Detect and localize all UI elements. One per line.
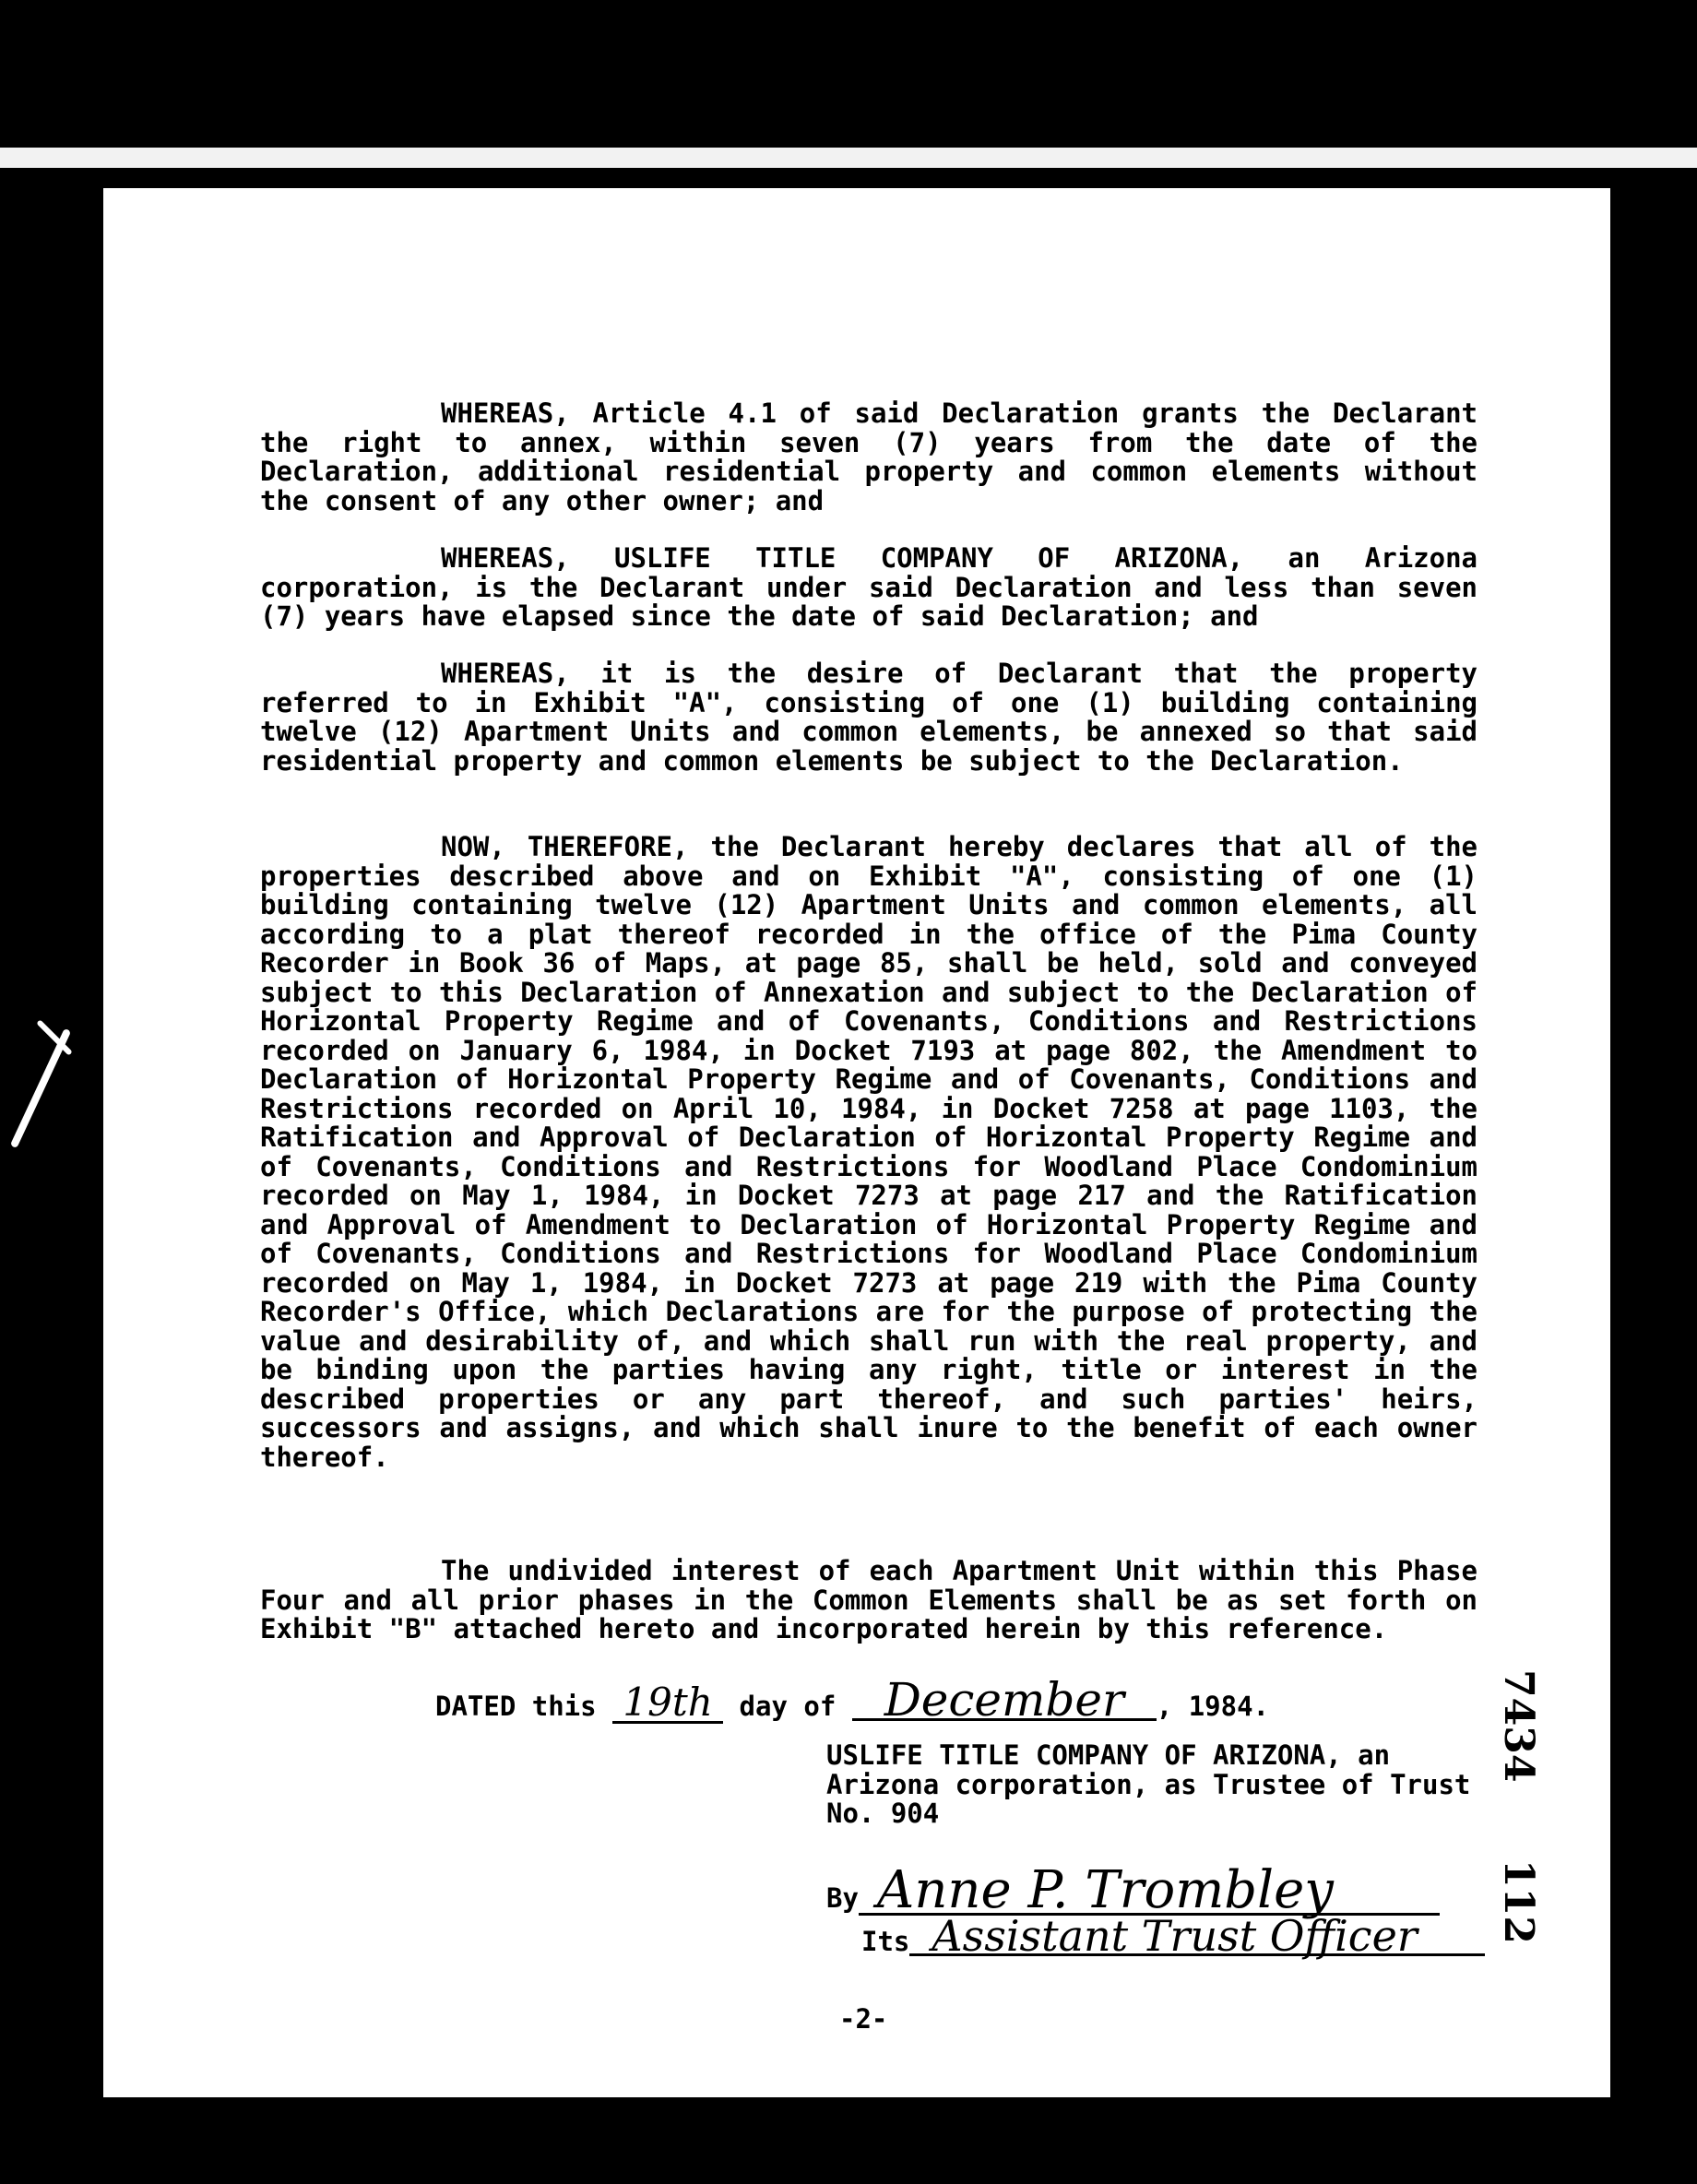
paragraph-whereas-desire: WHEREAS, it is the desire of Declarant that the property referred to in Exhibit "A", consisting of one (1) building containing twelve (12) Apartment Units and common elements, be annexed so that said residential property and common elements be subject to the Declaration. bbox=[260, 658, 1477, 777]
paragraph-whereas-annex: WHEREAS, Article 4.1 of said Declaration grants the Declarant the right to annex, within seven (7) years from the date of the Declaration, additional residential property and common elements without the consent of any other owner; and bbox=[260, 398, 1477, 516]
its-label: Its bbox=[861, 1926, 910, 1957]
signature-handwritten: Anne P. Trombley bbox=[859, 1869, 1440, 1916]
paragraph-undivided-interest: The undivided interest of each Apartment Unit within this Phase Four and all prior phases in the Common Elements shall be as set forth on Exhibit "B" attached hereto and incorporated herein by this reference. bbox=[260, 1555, 1477, 1644]
title-line bbox=[861, 1911, 1485, 1961]
dated-suffix: , 1984. bbox=[1156, 1691, 1269, 1722]
page-number: -2- bbox=[839, 2003, 888, 2035]
recorder-stamp-page: 112 bbox=[1495, 1859, 1542, 1944]
dated-middle: day of bbox=[739, 1691, 837, 1722]
trustee-block: USLIFE TITLE COMPANY OF ARIZONA, an Arizona corporation, as Trustee of Trust No. 904 bbox=[826, 1739, 1471, 1829]
by-label: By bbox=[826, 1882, 859, 1914]
paragraph-whereas-declarant: WHEREAS, USLIFE TITLE COMPANY OF ARIZONA, an Arizona corporation, is the Declarant under said Declaration and less than seven (7) years have elapsed since the date of said Declaration; and bbox=[260, 542, 1477, 632]
signature-line bbox=[826, 1860, 1440, 1920]
handwritten-day: 19th bbox=[612, 1684, 723, 1724]
recorder-stamp-docket: 7434 bbox=[1495, 1669, 1542, 1783]
dated-line bbox=[435, 1673, 1269, 1727]
scan-top-strip bbox=[0, 148, 1697, 168]
title-handwritten: Assistant Trust Officer bbox=[909, 1918, 1485, 1956]
handwritten-month: December bbox=[852, 1681, 1157, 1721]
scan-top-border bbox=[0, 0, 1697, 148]
paragraph-now-therefore: NOW, THEREFORE, the Declarant hereby declares that all of the properties described above and on Exhibit "A", consisting of one (1) building containing twelve (12) Apartment Units and common elements, all according to a plat thereof recorded in the office of the Pima County Recorder in Book 36 of Maps, at page 85, shall be held, sold and conveyed subject to this Declaration of Annexation and subject to the Declaration of Horizontal Property Regime and of Covenants, Conditions and Restrictions recorded on January 6, 1984, in Docket 7193 at page 802, the Amendment to Declaration of Horizontal Property Regime and of Covenants, Conditions and Restrictions recorded on April 10, 1984, in Docket 7258 at page 1103, the Ratification and Approval of Declaration of Horizontal Property Regime and of Covenants, Conditions and Restrictions for Woodland Place Condominium recorded on May 1, 1984, in Docket 7273 at page 217 and the Ratification and Approval of Amendment to Declaration of Horizontal Property Regime and of Covenants, Conditions and Restrictions for Woodland Place Condominium recorded on May 1, 1984, in Docket 7273 at page 219 with the Pima County Recorder's Office, which Declarations are for the purpose of protecting the value and desirability of, and which shall run with the real property, and be binding upon the parties having any right, title or interest in the described properties or any part thereof, and such parties' heirs, successors and assigns, and which shall inure to the benefit of each owner thereof. bbox=[260, 831, 1477, 1473]
dated-prefix: DATED this bbox=[435, 1691, 597, 1722]
